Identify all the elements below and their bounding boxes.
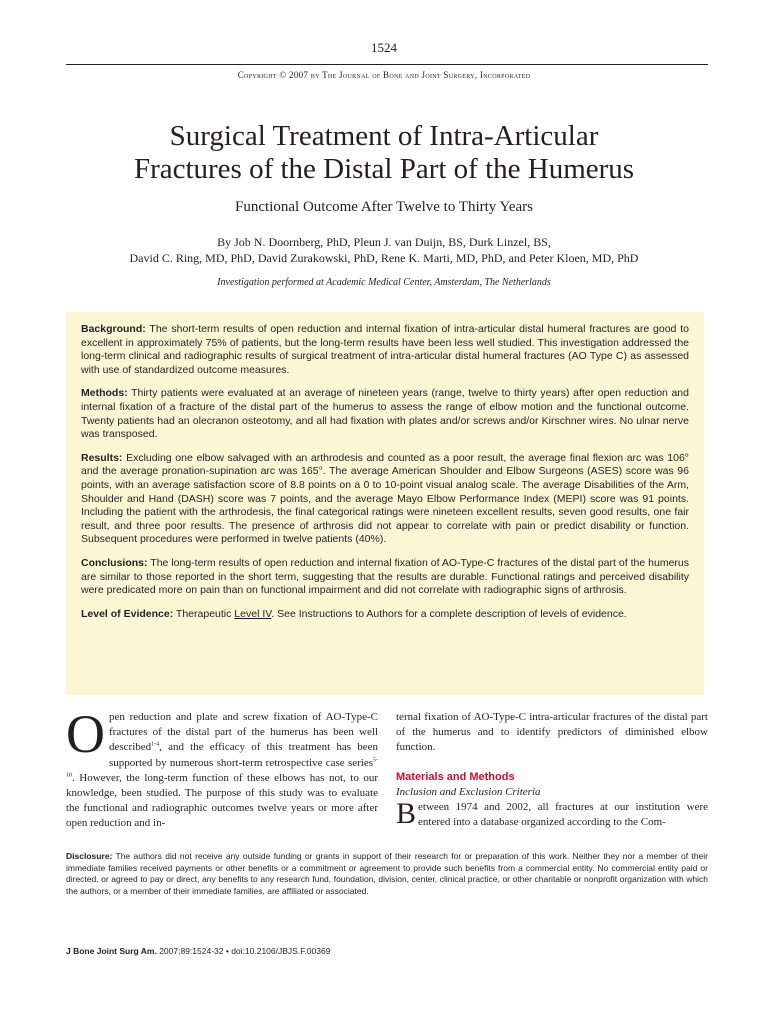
subsection-heading: Inclusion and Exclusion Criteria bbox=[396, 785, 541, 798]
copyright-line: Copyright © 2007 by The Journal of Bone and Joint Surgery, Incorporated bbox=[237, 70, 531, 80]
background-label: Background: bbox=[81, 323, 146, 335]
disclosure-note bbox=[66, 851, 708, 897]
intro-text-c: . However, the long-term function of these elbows has not, to our knowledge, been studied. The purpose of this study was to evaluate the functional and radiographic outcomes twelve years or more after open reduction and in- bbox=[66, 771, 378, 830]
evidence-label: Level of Evidence: bbox=[81, 607, 174, 620]
results-label: Results: bbox=[81, 451, 123, 464]
evidence-text-b: . See Instructions to Authors for a complete description of levels of evidence. bbox=[271, 607, 627, 620]
title-line-2: Fractures of the Distal Part of the Humerus bbox=[133, 153, 635, 185]
intro-paragraph bbox=[66, 704, 378, 832]
section-heading: Materials and Methods bbox=[396, 770, 515, 783]
intro-text-b: , and the efficacy of this treatment has been supported by numerous short-term retrospective case series bbox=[109, 741, 378, 769]
intro-continuation: ternal fixation of AO-Type-C intra-articular fractures of the distal part of the humerus and to identify predictors of diminished elbow function. bbox=[396, 711, 708, 754]
author-list bbox=[0, 234, 768, 266]
article-subtitle: Functional Outcome After Twelve to Thirty Years bbox=[235, 199, 533, 215]
reference-1-4[interactable]: 1-4 bbox=[151, 741, 160, 748]
footer-citation bbox=[66, 946, 330, 956]
methods-label: Methods: bbox=[81, 387, 128, 400]
intro-text-a: pen reduction and plate and screw fixation of AO-Type-C fractures of the distal part of the humerus has been well described bbox=[109, 711, 378, 754]
abstract-box bbox=[66, 312, 704, 695]
citation-volume: 2007;89:1524-32 bbox=[156, 946, 224, 956]
article-title bbox=[0, 120, 768, 186]
doi-link[interactable]: doi:10.2106/JBJS.F.00369 bbox=[231, 946, 331, 956]
header-rule bbox=[66, 64, 708, 65]
conclusions-label: Conclusions: bbox=[81, 556, 148, 569]
title-line-1: Surgical Treatment of Intra-Articular bbox=[169, 120, 599, 152]
methods-text: Thirty patients were evaluated at an average of nineteen years (range, twelve to thirty years) after open reduction and internal fixation of a fracture of the distal part of the humerus to assess the range of elbow motion and the functional outcome. Twenty patients had an olecranon osteotomy, and all had fixation with plates and/or screws and/or Kirschner wires. No ulnar nerve was transposed. bbox=[81, 387, 689, 441]
footer-separator: • bbox=[223, 946, 232, 956]
authors-line-1: By Job N. Doornberg, PhD, Pleun J. van Duijn, BS, Durk Linzel, BS, bbox=[217, 235, 551, 249]
results-text: Excluding one elbow salvaged with an arthrodesis and counted as a poor result, the average final flexion arc was 106° and the average pronation-supination arc was 165°. The average American Shoulder and Elbow Surgeons (ASES) score was 96 points, with an average satisfaction score of 8.8 points on a 0 to 10-point visual analog scale. The average Disabilities of the Arm, Shoulder and Hand (DASH) score was 7 points, and the average Mayo Elbow Performance Index (MEPI) score was 91 points. Including the patient with the arthrodesis, the final categorical ratings were nineteen excellent results, seven good results, one fair result, and three poor results. The presence of arthrosis did not appear to correlate with pain or predict disability or function. Subsequent procedures were performed in twelve patients (40%). bbox=[81, 451, 689, 546]
evidence-text-a: Therapeutic bbox=[173, 607, 235, 620]
dropcap-b: B bbox=[396, 797, 417, 831]
background-text: The short-term results of open reduction and internal fixation of intra-articular distal humeral fractures are good to excellent in approximately 75% of patients, but the long-term results have been less well studied. This investigation addressed the long-term clinical and radiographic results of surgical treatment of intra-articular distal humeral fractures (AO Type C) as assessed with use of standardized outcome measures. bbox=[81, 323, 689, 376]
methods-paragraph bbox=[396, 797, 708, 831]
reference-5-10[interactable]: 5-10 bbox=[66, 756, 378, 779]
institution-note: Investigation performed at Academic Medical Center, Amsterdam, The Netherlands bbox=[217, 277, 551, 288]
disclosure-text: The authors did not receive any outside funding or grants in support of their research for or preparation of this work. Neither they nor a member of their immediate families received payments or other benefits or a commitment or agreement to provide such benefits from a commercial entity. No commercial entity paid or directed, or agreed to pay or direct, any benefits to any research fund, foundation, division, center, clinical practice, or other charitable or nonprofit organization with which the authors, or a member of their immediate families, are affiliated or associated. bbox=[66, 851, 708, 896]
abstract-methods bbox=[81, 387, 689, 441]
abstract-background bbox=[81, 323, 689, 377]
disclosure-label: Disclosure: bbox=[66, 851, 113, 861]
abstract-conclusions bbox=[81, 557, 689, 598]
level-of-evidence-link[interactable]: Level IV bbox=[234, 607, 272, 620]
journal-abbrev: J Bone Joint Surg Am. bbox=[66, 946, 157, 956]
body-column-right bbox=[396, 710, 708, 830]
authors-line-2: David C. Ring, MD, PhD, David Zurakowski, PhD, Rene K. Marti, MD, PhD, and Peter Kloen, MD, PhD bbox=[129, 251, 639, 265]
methods-start-text: etween 1974 and 2002, all fractures at our institution were entered into a database organized according to the Com- bbox=[418, 801, 708, 829]
dropcap-o: O bbox=[66, 704, 105, 764]
abstract-evidence bbox=[81, 608, 689, 622]
conclusions-text: The long-term results of open reduction and internal fixation of AO-Type-C fractures of the distal part of the humerus are similar to those reported in the short term, suggesting that the results are durable. Functional ratings and perceived disability were predicated more on pain than on functional impairment and did not correlate with radiographic signs of arthrosis. bbox=[81, 556, 689, 597]
abstract-results bbox=[81, 452, 689, 547]
page-number: 1524 bbox=[371, 40, 397, 55]
body-column-left bbox=[66, 704, 378, 832]
